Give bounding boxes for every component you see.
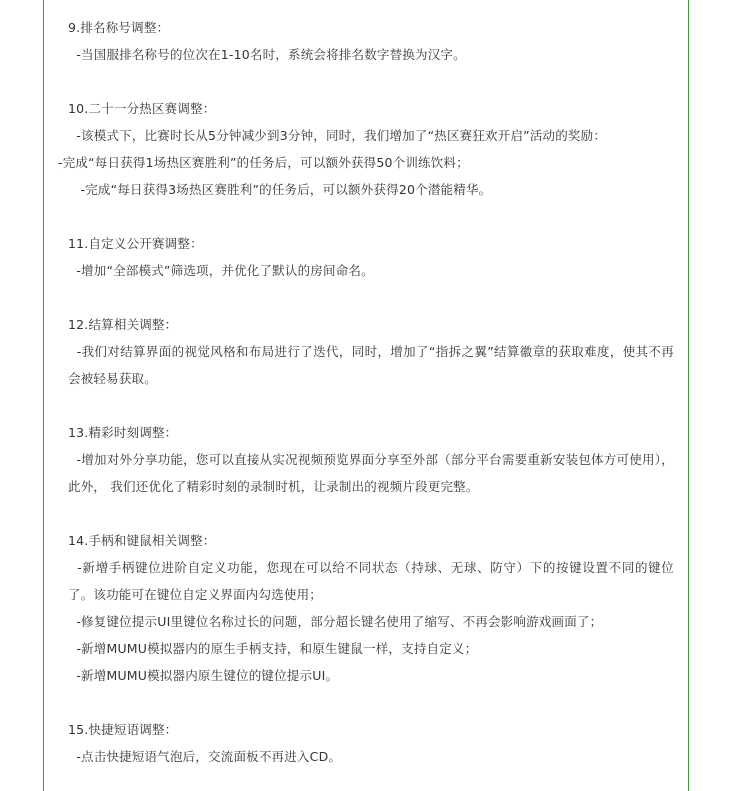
paragraph-14-4: -新增MUMU模拟器内原生键位的键位提示UI。 — [68, 668, 339, 683]
paragraph-10-2: -完成“每日获得1场热区赛胜利”的任务后，可以额外获得50个训练饮料； — [58, 155, 469, 170]
paragraph-15-1: -点击快捷短语气泡后，交流面板不再进入CD。 — [68, 749, 342, 764]
paragraph-10-1: -该模式下，比赛时长从5分钟减少到3分钟，同时，我们增加了“热区赛狂欢开启”活动的奖励： — [68, 128, 607, 143]
paragraph-9-1: -当国服排名称号的位次在1-10名时，系统会将排名数字替换为汉字。 — [68, 47, 466, 62]
section-title-13: 13.精彩时刻调整： — [68, 425, 178, 440]
paragraph-10-3: -完成“每日获得3场热区赛胜利”的任务后，可以额外获得20个潜能精华。 — [68, 182, 492, 197]
paragraph-14-2: -修复键位提示UI里键位名称过长的问题，部分超长键名使用了缩写、不再会影响游戏画面了； — [68, 614, 603, 629]
section-title-12: 12.结算相关调整： — [68, 317, 178, 332]
paragraph-11-1: -增加“全部模式”筛选项，并优化了默认的房间命名。 — [68, 263, 374, 278]
section-title-15: 15.快捷短语调整： — [68, 722, 178, 737]
paragraph-14-1: -新增手柄键位进阶自定义功能，您现在可以给不同状态（持球、无球、防守）下的按键设置不同的键位了。该功能可在键位自定义界面内勾选使用； — [68, 560, 674, 602]
paragraph-14-3: -新增MUMU模拟器内的原生手柄支持，和原生键鼠一样，支持自定义； — [68, 641, 478, 656]
section-title-9: 9.排名称号调整： — [68, 20, 170, 35]
paragraph-13-1: -增加对外分享功能，您可以直接从实况视频预览界面分享至外部（部分平台需要重新安装包体方可使用），此外， 我们还优化了精彩时刻的录制时机，让录制出的视频片段更完整。 — [68, 452, 674, 494]
section-title-14: 14.手柄和键鼠相关调整： — [68, 533, 216, 548]
section-title-11: 11.自定义公开赛调整： — [68, 236, 203, 251]
section-title-10: 10.二十一分热区赛调整： — [68, 101, 216, 116]
paragraph-12-1: -我们对结算界面的视觉风格和布局进行了迭代，同时，增加了“指拆之翼”结算徽章的获取难度，使其不再会被轻易获取。 — [68, 344, 674, 386]
